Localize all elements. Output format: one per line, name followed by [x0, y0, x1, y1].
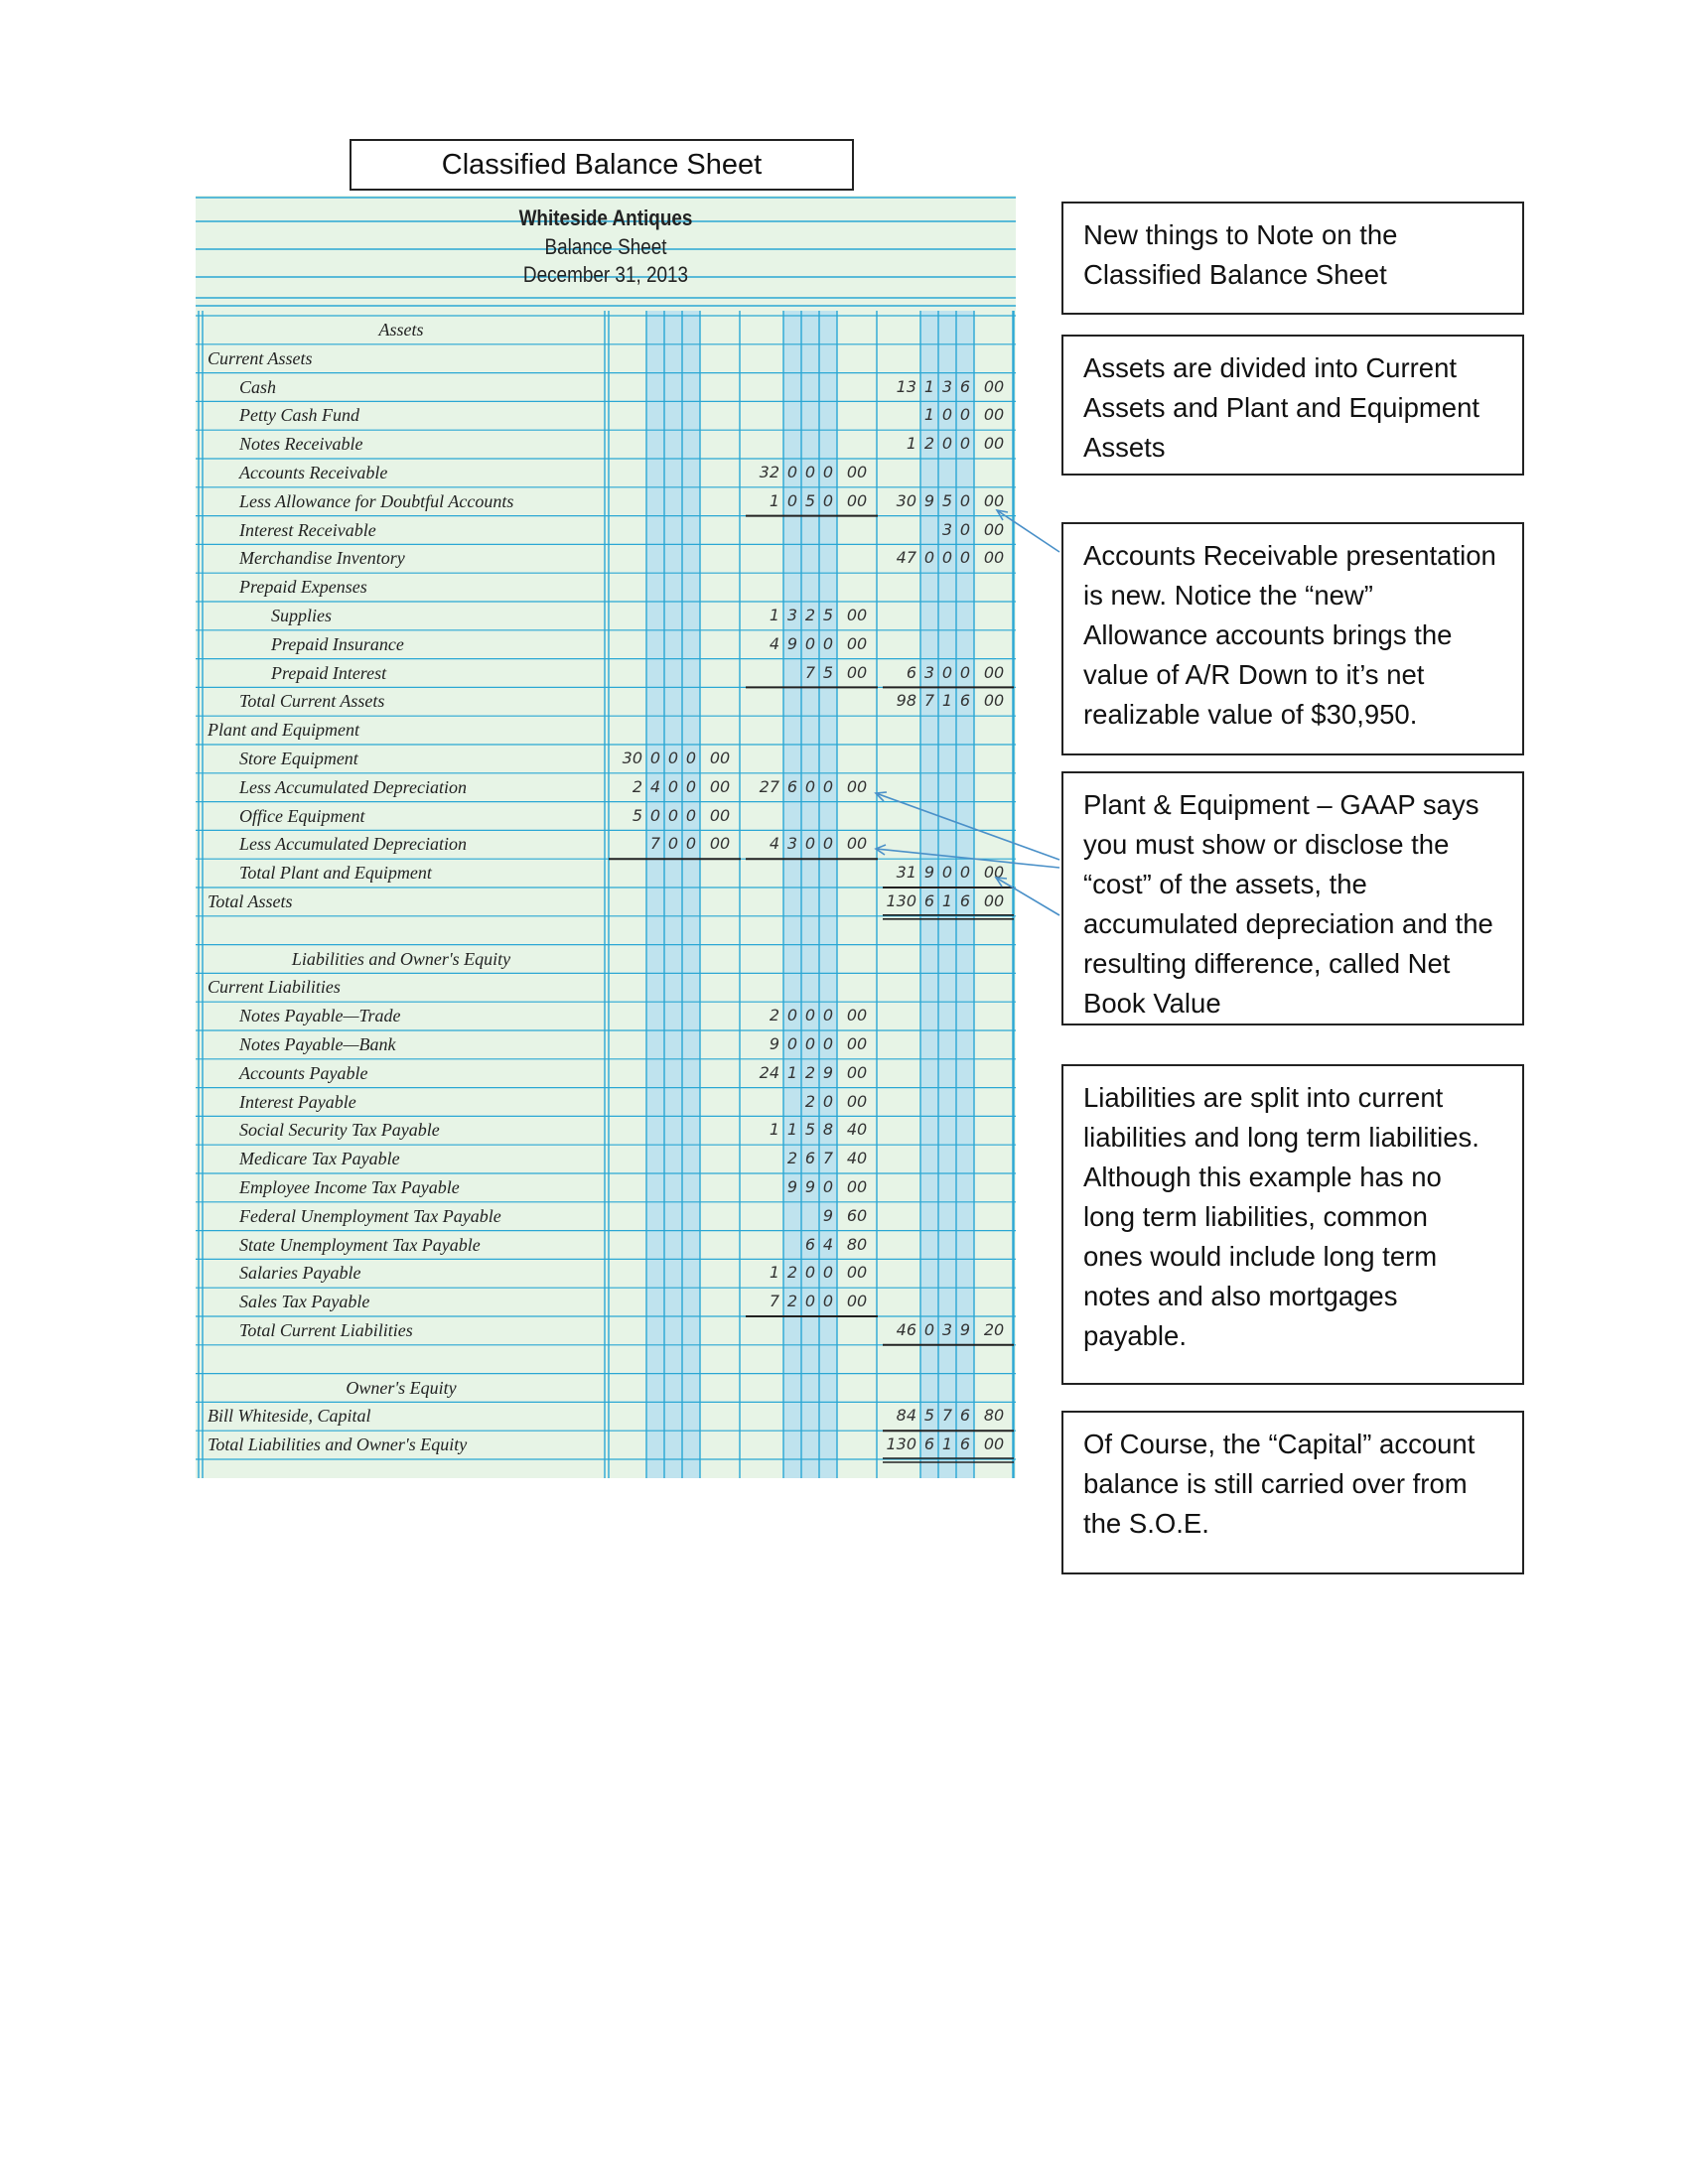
amount-digit: 00: [983, 1434, 1005, 1454]
amount-digit: 6: [959, 691, 971, 711]
ledger-row-label: Total Liabilities and Owner's Equity: [208, 1434, 468, 1455]
amount-digit: 00: [846, 776, 868, 796]
amount-digit: 1: [786, 1120, 798, 1140]
amount-digit: 7: [822, 1149, 834, 1168]
note-line: Book Value: [1083, 988, 1221, 1019]
amount-digit: 2: [786, 1292, 798, 1311]
amount-digit: 0: [959, 548, 971, 568]
ledger-row-label: Current Assets: [208, 347, 313, 368]
ledger-row-label: Total Current Liabilities: [239, 1320, 413, 1340]
amount-digit: 6: [804, 1149, 816, 1168]
ledger-row-label: Assets: [378, 320, 424, 340]
amount-digit: 00: [846, 1292, 868, 1311]
amount-digit: 1: [769, 490, 779, 510]
amount-digit: 98: [896, 691, 916, 711]
amount-digit: 2: [804, 606, 816, 624]
arrow-ar: [997, 510, 1059, 552]
amount-digit: 7: [649, 834, 661, 854]
amount-digit: 1: [786, 1062, 798, 1082]
ledger-row-label: Less Allowance for Doubtful Accounts: [239, 490, 514, 511]
ledger-row-label: Current Liabilities: [208, 977, 341, 998]
amount-digit: 0: [804, 633, 816, 653]
amount-digit: 6: [923, 1434, 935, 1454]
amount-digit: 00: [846, 1091, 868, 1111]
amount-digit: 0: [804, 776, 816, 796]
amount-digit: 1: [769, 606, 779, 624]
ledger-row-label: Social Security Tax Payable: [239, 1120, 440, 1141]
amount-digit: 0: [804, 463, 816, 481]
amount-digit: 4: [769, 834, 779, 854]
amount-digit: 0: [667, 776, 679, 796]
amount-digit: 40: [846, 1120, 868, 1140]
note-line: Liabilities are split into current: [1083, 1082, 1444, 1113]
amount-digit: 00: [983, 863, 1005, 883]
amount-digit: 0: [941, 662, 953, 682]
amount-digit: 3: [941, 1320, 953, 1339]
note-line: realizable value of $30,950.: [1083, 699, 1418, 730]
statement-name: Balance Sheet: [544, 234, 667, 259]
amount-digit: 0: [941, 548, 953, 568]
amount-digit: 0: [959, 519, 971, 539]
ledger-row-label: Salaries Payable: [239, 1263, 361, 1284]
ledger-row-label: Less Accumulated Depreciation: [239, 776, 467, 797]
amount-digit: 00: [709, 805, 731, 825]
amount-digit: 6: [959, 1434, 971, 1454]
amount-digit: 00: [983, 891, 1005, 910]
company-name: Whiteside Antiques: [518, 205, 693, 230]
amount-digit: 7: [769, 1292, 779, 1311]
ledger-row-label: Notes Payable—Trade: [239, 1006, 401, 1026]
amount-digit: 0: [822, 1263, 834, 1283]
amount-digit: 9: [769, 1034, 779, 1053]
amount-digit: 60: [846, 1205, 868, 1225]
amount-digit: 00: [709, 776, 731, 796]
amount-digit: 00: [846, 606, 868, 624]
ledger-row-label: Office Equipment: [239, 805, 365, 826]
note-line: accumulated depreciation and the: [1083, 908, 1493, 939]
ledger-row-label: Sales Tax Payable: [239, 1292, 370, 1312]
arrow-store-equipment: [876, 793, 1059, 860]
amount-digit: 0: [685, 749, 697, 767]
amount-digit: 2: [923, 434, 935, 454]
amount-digit: 3: [786, 834, 798, 854]
amount-digit: 0: [822, 490, 834, 510]
amount-digit: 4: [822, 1234, 834, 1254]
note-line: “cost” of the assets, the: [1083, 869, 1367, 899]
ledger-row-label: Merchandise Inventory: [239, 548, 405, 569]
amount-digit: 00: [983, 691, 1005, 711]
ledger-row-label: Petty Cash Fund: [239, 405, 359, 426]
amount-digit: 0: [685, 805, 697, 825]
amount-digit: 130: [886, 1434, 916, 1454]
note-line: is new. Notice the “new”: [1083, 580, 1373, 611]
ledger-row-label: Plant and Equipment: [208, 720, 359, 741]
amount-digit: 0: [685, 776, 697, 796]
amount-digit: 9: [822, 1062, 834, 1082]
amount-digit: 24: [759, 1062, 779, 1082]
arrow-total-assets-head: [996, 878, 1007, 887]
note-line: value of A/R Down to it’s net: [1083, 659, 1425, 690]
amount-digit: 3: [941, 376, 953, 396]
arrow-ar-head: [997, 510, 1008, 520]
amount-digit: 0: [822, 463, 834, 481]
amount-digit: 1: [769, 1263, 779, 1283]
amount-digit: 0: [923, 548, 935, 568]
amount-digit: 5: [804, 1120, 816, 1140]
arrow-office-equipment: [876, 849, 1059, 868]
amount-digit: 2: [804, 1062, 816, 1082]
note-line: resulting difference, called Net: [1083, 948, 1451, 979]
amount-digit: 0: [822, 834, 834, 854]
amount-digit: 7: [941, 1406, 953, 1426]
ledger-row-label: Prepaid Expenses: [239, 577, 367, 598]
amount-digit: 3: [941, 519, 953, 539]
amount-digit: 00: [846, 662, 868, 682]
amount-digit: 6: [959, 891, 971, 910]
amount-digit: 00: [846, 1062, 868, 1082]
amount-digit: 130: [886, 891, 916, 910]
note-line: Assets: [1083, 432, 1166, 463]
amount-digit: 0: [822, 1177, 834, 1196]
amount-digit: 0: [649, 749, 661, 767]
amount-digit: 0: [786, 463, 798, 481]
amount-digit: 6: [786, 776, 798, 796]
amount-digit: 00: [983, 662, 1005, 682]
amount-digit: 6: [906, 662, 916, 682]
amount-digit: 00: [846, 633, 868, 653]
amount-digit: 00: [709, 749, 731, 767]
amount-digit: 1: [769, 1120, 779, 1140]
amount-digit: 0: [941, 434, 953, 454]
amount-digit: 00: [846, 1006, 868, 1025]
amount-digit: 5: [822, 606, 834, 624]
amount-digit: 27: [759, 776, 779, 796]
note-line: notes and also mortgages: [1083, 1281, 1398, 1311]
amount-digit: 0: [959, 490, 971, 510]
statement-date: December 31, 2013: [522, 262, 689, 287]
amount-digit: 6: [923, 891, 935, 910]
amount-digit: 9: [822, 1205, 834, 1225]
amount-digit: 00: [983, 490, 1005, 510]
ledger-row-label: Owner's Equity: [346, 1377, 457, 1398]
amount-digit: 2: [769, 1006, 779, 1025]
amount-digit: 0: [822, 776, 834, 796]
amount-digit: 8: [822, 1120, 834, 1140]
amount-digit: 1: [941, 1434, 953, 1454]
amount-digit: 84: [896, 1406, 916, 1426]
note-line: liabilities and long term liabilities.: [1083, 1122, 1479, 1153]
amount-digit: 0: [804, 1034, 816, 1053]
amount-digit: 31: [896, 863, 916, 883]
ledger-row-label: Supplies: [271, 606, 332, 625]
amount-digit: 0: [667, 749, 679, 767]
amount-digit: 0: [786, 1006, 798, 1025]
amount-digit: 0: [822, 633, 834, 653]
ledger-row-label: Total Assets: [208, 891, 293, 911]
amount-digit: 9: [923, 490, 935, 510]
page-title: Classified Balance Sheet: [441, 148, 763, 181]
amount-digit: 6: [959, 376, 971, 396]
amount-digit: 00: [846, 834, 868, 854]
note-line: long term liabilities, common: [1083, 1201, 1428, 1232]
amount-digit: 7: [804, 662, 816, 682]
amount-digit: 0: [804, 1263, 816, 1283]
note-line: ones would include long term: [1083, 1241, 1438, 1272]
amount-digit: 5: [941, 490, 953, 510]
note-line: Classified Balance Sheet: [1083, 259, 1387, 290]
amount-digit: 00: [846, 463, 868, 481]
note-line: you must show or disclose the: [1083, 829, 1450, 860]
ledger-row-label: Total Current Assets: [239, 691, 385, 712]
amount-digit: 4: [769, 633, 779, 653]
note-line: New things to Note on the: [1083, 219, 1398, 250]
amount-digit: 7: [923, 691, 935, 711]
amount-digit: 80: [846, 1234, 868, 1254]
amount-digit: 1: [923, 405, 935, 425]
amount-digit: 00: [846, 1177, 868, 1196]
ledger-row-label: Federal Unemployment Tax Payable: [239, 1205, 501, 1226]
ledger-row-label: Less Accumulated Depreciation: [239, 834, 467, 855]
amount-digit: 9: [786, 1177, 798, 1196]
amount-digit: 0: [923, 1320, 935, 1339]
amount-digit: 0: [804, 1292, 816, 1311]
amount-digit: 13: [896, 376, 916, 396]
amount-digit: 2: [786, 1149, 798, 1168]
amount-digit: 3: [786, 606, 798, 624]
ledger-row-label: Notes Payable—Bank: [239, 1034, 396, 1054]
amount-digit: 00: [983, 519, 1005, 539]
ledger-row-label: Liabilities and Owner's Equity: [291, 948, 511, 969]
amount-digit: 5: [804, 490, 816, 510]
amount-digit: 0: [685, 834, 697, 854]
amount-digit: 46: [896, 1320, 916, 1339]
amount-digit: 3: [923, 662, 935, 682]
amount-digit: 1: [923, 376, 935, 396]
amount-digit: 0: [941, 863, 953, 883]
ledger-row-label: Medicare Tax Payable: [239, 1149, 400, 1169]
amount-digit: 0: [667, 834, 679, 854]
amount-digit: 0: [959, 434, 971, 454]
note-line: Of Course, the “Capital” account: [1083, 1429, 1476, 1459]
amount-digit: 0: [959, 405, 971, 425]
note-line: balance is still carried over from: [1083, 1468, 1468, 1499]
amount-digit: 0: [667, 805, 679, 825]
amount-digit: 0: [804, 834, 816, 854]
amount-digit: 0: [786, 490, 798, 510]
amount-digit: 20: [983, 1320, 1005, 1339]
amount-digit: 1: [941, 691, 953, 711]
note-line: Although this example has no: [1083, 1161, 1442, 1192]
amount-digit: 30: [896, 490, 916, 510]
amount-digit: 6: [959, 1406, 971, 1426]
amount-digit: 1: [941, 891, 953, 910]
arrow-total-assets: [996, 878, 1059, 915]
amount-digit: 2: [786, 1263, 798, 1283]
amount-digit: 4: [649, 776, 661, 796]
ledger-row-label: State Unemployment Tax Payable: [239, 1234, 481, 1255]
amount-digit: 0: [959, 662, 971, 682]
ledger-row-label: Accounts Receivable: [239, 463, 388, 482]
ledger-row-label: Employee Income Tax Payable: [239, 1177, 460, 1197]
amount-digit: 9: [786, 633, 798, 653]
note-line: Plant & Equipment – GAAP says: [1083, 789, 1479, 820]
amount-digit: 9: [804, 1177, 816, 1196]
amount-digit: 2: [804, 1091, 816, 1111]
note-line: Assets and Plant and Equipment: [1083, 392, 1480, 423]
amount-digit: 00: [846, 1034, 868, 1053]
amount-digit: 0: [649, 805, 661, 825]
ledger-row-label: Bill Whiteside, Capital: [208, 1406, 371, 1427]
amount-digit: 0: [941, 405, 953, 425]
amount-digit: 30: [622, 749, 642, 767]
amount-digit: 0: [822, 1034, 834, 1053]
amount-digit: 32: [759, 463, 779, 481]
amount-digit: 5: [632, 805, 642, 825]
ledger-row-label: Notes Receivable: [239, 434, 363, 455]
ledger-row-label: Interest Payable: [239, 1091, 356, 1112]
note-line: Allowance accounts brings the: [1083, 619, 1453, 650]
amount-digit: 0: [822, 1006, 834, 1025]
amount-digit: 00: [983, 434, 1005, 454]
ledger-row-label: Interest Receivable: [239, 519, 376, 540]
amount-digit: 00: [983, 548, 1005, 568]
ledger-row-label: Accounts Payable: [239, 1062, 368, 1083]
ledger-row-label: Total Plant and Equipment: [239, 863, 432, 884]
amount-digit: 40: [846, 1149, 868, 1168]
ledger-row-label: Prepaid Interest: [271, 662, 387, 683]
amount-digit: 0: [804, 1006, 816, 1025]
note-line: the S.O.E.: [1083, 1508, 1209, 1539]
amount-digit: 9: [959, 1320, 971, 1339]
note-line: payable.: [1083, 1320, 1187, 1351]
amount-digit: 1: [906, 434, 916, 454]
amount-digit: 00: [983, 405, 1005, 425]
amount-digit: 6: [804, 1234, 816, 1254]
amount-digit: 2: [632, 776, 642, 796]
amount-digit: 5: [923, 1406, 935, 1426]
amount-digit: 0: [959, 863, 971, 883]
ledger-row-label: Store Equipment: [239, 749, 358, 768]
amount-digit: 47: [896, 548, 916, 568]
ledger-row-label: Prepaid Insurance: [271, 633, 404, 654]
amount-digit: 0: [822, 1292, 834, 1311]
amount-digit: 5: [822, 662, 834, 682]
amount-digit: 0: [786, 1034, 798, 1053]
amount-digit: 80: [983, 1406, 1005, 1426]
amount-digit: 00: [983, 376, 1005, 396]
note-line: Assets are divided into Current: [1083, 352, 1458, 383]
amount-digit: 00: [709, 834, 731, 854]
amount-digit: 00: [846, 490, 868, 510]
amount-digit: 9: [923, 863, 935, 883]
note-line: Accounts Receivable presentation: [1083, 540, 1496, 571]
amount-digit: 0: [822, 1091, 834, 1111]
amount-digit: 00: [846, 1263, 868, 1283]
ledger-row-label: Cash: [239, 376, 277, 397]
